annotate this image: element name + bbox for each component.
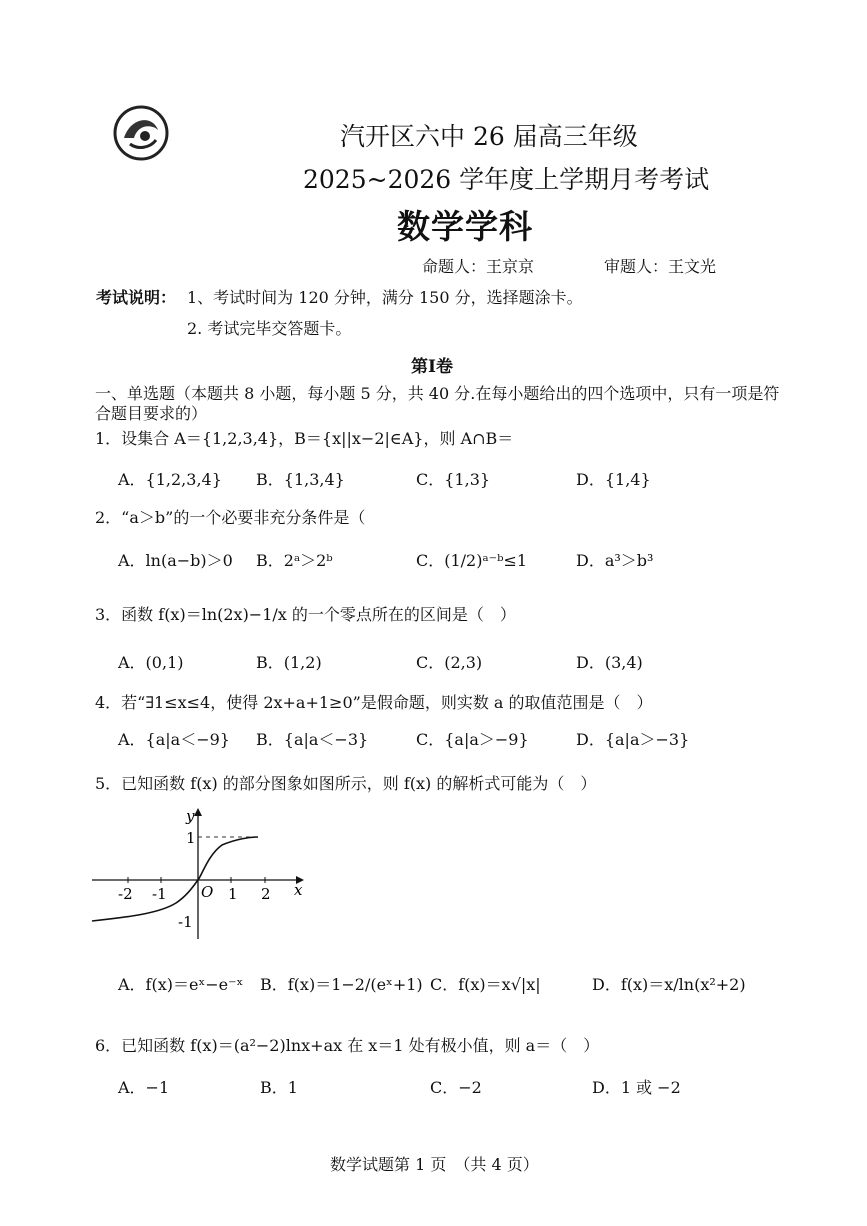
section-heading-line2: 合题目要求的） bbox=[95, 404, 208, 423]
question-1-stem: 1．设集合 A＝{1,2,3,4}，B＝{x||x−2|∈A}，则 A∩B＝ bbox=[95, 429, 514, 448]
question-1-option-d: D．{1,4} bbox=[576, 470, 651, 489]
x-tick-label: 1 bbox=[228, 885, 238, 903]
question-3-option-a: A．(0,1) bbox=[118, 653, 184, 672]
y-tick-label: 1 bbox=[186, 829, 196, 847]
x-tick-label: -1 bbox=[152, 885, 167, 903]
y-axis-arrow bbox=[194, 808, 202, 816]
question-6-option-a: A．−1 bbox=[118, 1078, 170, 1097]
question-2-option-d: D．a³＞b³ bbox=[576, 551, 654, 570]
instruction-item-2: 2. 考试完毕交答题卡。 bbox=[187, 319, 352, 338]
function-graph bbox=[90, 803, 310, 943]
part-title: 第Ⅰ卷 bbox=[411, 357, 453, 377]
question-1-option-b: B．{1,3,4} bbox=[256, 470, 345, 489]
function-curve bbox=[92, 837, 258, 921]
y-tick-label: -1 bbox=[178, 913, 193, 931]
instructions-label: 考试说明： bbox=[96, 288, 177, 307]
question-6-option-d: D．1 或 −2 bbox=[592, 1078, 681, 1097]
question-5-option-c: C．f(x)＝x√|x| bbox=[430, 975, 541, 994]
question-5-option-b: B．f(x)＝1−2/(eˣ+1) bbox=[260, 975, 423, 994]
origin-label: O bbox=[201, 883, 214, 901]
question-4-option-d: D．{a|a＞−3} bbox=[576, 730, 690, 749]
question-3-option-d: D．(3,4) bbox=[576, 653, 643, 672]
question-3-option-b: B．(1,2) bbox=[256, 653, 322, 672]
question-4-option-a: A．{a|a＜−9} bbox=[118, 730, 230, 749]
question-2-option-c: C．(1/2)ᵃ⁻ᵇ≤1 bbox=[416, 551, 528, 570]
question-6-option-c: C．−2 bbox=[430, 1078, 482, 1097]
question-reviewer: 审题人：王文光 bbox=[604, 257, 717, 276]
question-4-option-b: B．{a|a＜−3} bbox=[256, 730, 369, 749]
page-footer: 数学试题第 1 页 （共 4 页） bbox=[330, 1155, 539, 1174]
question-5-option-a: A．f(x)＝eˣ−e⁻ˣ bbox=[118, 975, 244, 994]
x-tick-label: -2 bbox=[118, 885, 133, 903]
question-1-option-a: A．{1,2,3,4} bbox=[118, 470, 222, 489]
subject-title: 数学学科 bbox=[397, 207, 533, 246]
question-4-stem: 4．若“∃1≤x≤4，使得 2x+a+1≥0”是假命题，则实数 a 的取值范围是（ ） bbox=[95, 693, 653, 712]
question-4-option-c: C．{a|a＞−9} bbox=[416, 730, 529, 749]
question-2-option-b: B．2ᵃ＞2ᵇ bbox=[256, 551, 333, 570]
question-2-stem: 2．“a＞b”的一个必要非充分条件是（ bbox=[95, 508, 366, 527]
question-2-option-a: A．ln(a−b)＞0 bbox=[118, 551, 233, 570]
question-1-option-c: C．{1,3} bbox=[416, 470, 491, 489]
question-5-option-d: D．f(x)＝x/ln(x²+2) bbox=[592, 975, 746, 994]
x-axis-label: x bbox=[294, 881, 303, 899]
y-axis-label: y bbox=[186, 807, 195, 825]
question-6-stem: 6．已知函数 f(x)＝(a²−2)lnx+ax 在 x＝1 处有极小值，则 a＝（ ） bbox=[95, 1036, 600, 1055]
question-3-stem: 3．函数 f(x)＝ln(2x)−1/x 的一个零点所在的区间是（ ） bbox=[95, 605, 516, 624]
question-setter: 命题人：王京京 bbox=[422, 257, 535, 276]
question-5-stem: 5．已知函数 f(x) 的部分图象如图所示，则 f(x) 的解析式可能为（ ） bbox=[95, 774, 597, 793]
exam-title-line1: 汽开区六中 26 届高三年级 bbox=[340, 122, 638, 151]
exam-title-line2: 2025~2026 学年度上学期月考考试 bbox=[303, 165, 710, 194]
section-heading-line1: 一、单选题（本题共 8 小题，每小题 5 分，共 40 分.在每小题给出的四个选项中，只有一项是符 bbox=[95, 384, 780, 403]
x-tick-label: 2 bbox=[261, 885, 271, 903]
instruction-item-1: 1、考试时间为 120 分钟，满分 150 分，选择题涂卡。 bbox=[187, 288, 583, 307]
question-3-option-c: C．(2,3) bbox=[416, 653, 483, 672]
question-6-option-b: B．1 bbox=[260, 1078, 298, 1097]
school-logo bbox=[112, 104, 170, 162]
